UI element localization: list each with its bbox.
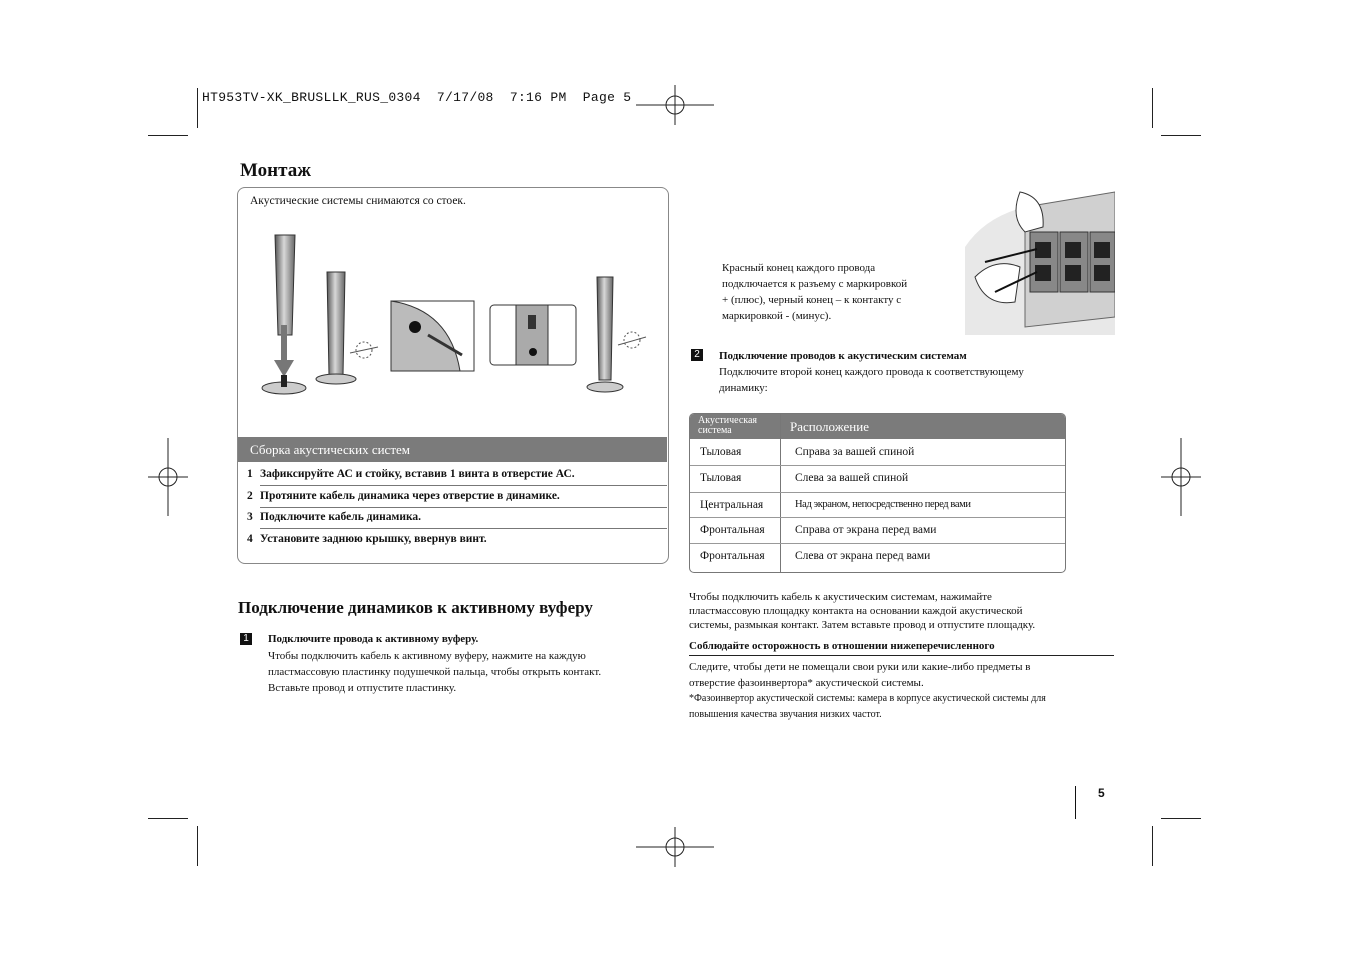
table-header-location: Расположение	[790, 419, 869, 434]
header-line: система	[698, 425, 732, 436]
caution-line: *Фазоинвертор акустической системы: камера в корпусе акустической системы для	[689, 693, 1046, 704]
page-number-bar	[1075, 786, 1076, 819]
cell-location: Слева от экрана перед вами	[795, 550, 931, 562]
cell-location: Справа от экрана перед вами	[795, 524, 937, 536]
step-number: 2	[247, 490, 253, 502]
caution-rule	[689, 655, 1114, 656]
crop-mark	[148, 135, 188, 136]
cell-system: Фронтальная	[700, 524, 765, 536]
terminal-illustration	[965, 187, 1115, 335]
step-text: Подключите кабель динамика.	[260, 511, 422, 523]
table-row	[690, 543, 1065, 569]
subwoofer-step-line: пластмассовую пластинку подушечкой пальца, чтобы открыть контакт.	[268, 666, 602, 678]
cell-system: Тыловая	[700, 472, 742, 484]
wire-note-line: подключается к разъему с маркировкой	[722, 278, 908, 290]
connect-note-line: пластмассовую площадку контакта на основании каждой акустической	[689, 605, 1023, 617]
assembly-step	[247, 468, 575, 480]
table-header	[690, 414, 1065, 439]
assembly-step	[247, 490, 560, 502]
step-divider	[260, 528, 667, 529]
step2-line: динамику:	[719, 382, 768, 394]
registration-mark-right	[1161, 438, 1201, 516]
cell-location: Справа за вашей спиной	[795, 446, 915, 458]
subwoofer-step-line: Чтобы подключить кабель к активному вуферу, нажмите на каждую	[268, 650, 586, 662]
crop-mark	[197, 826, 198, 866]
table-row	[690, 517, 1065, 543]
mounting-title: Монтаж	[240, 160, 311, 181]
cell-system: Фронтальная	[700, 550, 765, 562]
crop-mark	[148, 818, 188, 819]
crop-mark	[1161, 818, 1201, 819]
header-line: Акустическая	[698, 415, 757, 426]
table-header-system	[698, 416, 778, 436]
step-text: Зафиксируйте АС и стойку, вставив 1 винта в отверстие АС.	[260, 468, 575, 480]
registration-mark-top	[636, 85, 714, 125]
step-number: 4	[247, 533, 253, 545]
caution-heading: Соблюдайте осторожность в отношении нижеперечисленного	[689, 640, 995, 652]
registration-mark-bottom	[636, 827, 714, 867]
crop-mark	[1152, 88, 1153, 128]
assembly-header: Сборка акустических систем	[238, 437, 667, 462]
step-text: Установите заднюю крышку, ввернув винт.	[260, 533, 487, 545]
speaker-location-table	[689, 413, 1066, 573]
assembly-step	[247, 511, 421, 523]
step-text: Протяните кабель динамика через отверстие в динамике.	[260, 490, 560, 502]
wire-note-line: + (плюс), черный конец – к контакту с	[722, 294, 902, 306]
caution-line: повышения качества звучания низких частот.	[689, 709, 882, 720]
step2-heading: Подключение проводов к акустическим системам	[719, 350, 967, 362]
connect-note-line: Чтобы подключить кабель к акустическим системам, нажимайте	[689, 591, 992, 603]
cell-system: Тыловая	[700, 446, 742, 458]
cell-system: Центральная	[700, 499, 764, 511]
connect-note-line: системы, размыкая контакт. Затем вставьте провод и отпустите площадку.	[689, 619, 1036, 631]
step-number: 1	[247, 468, 253, 480]
crop-mark	[1152, 826, 1153, 866]
table-row	[690, 492, 1065, 518]
table-row	[690, 440, 1065, 465]
step-divider	[260, 507, 667, 508]
caution-line: отверстие фазоинвертора* акустической системы.	[689, 677, 924, 689]
mounting-caption: Акустические системы снимаются со стоек.	[250, 195, 466, 207]
step-number: 3	[247, 511, 253, 523]
wire-note-line: маркировкой - (минус).	[722, 310, 832, 322]
caution-line: Следите, чтобы дети не помещали свои руки или какие-либо предметы в	[689, 661, 1031, 673]
step-badge: 2	[691, 349, 703, 361]
cell-location: Над экраном, непосредственно перед вами	[795, 499, 971, 510]
print-header: HT953TV-XK_BRUSLLK_RUS_0304 7/17/08 7:16 PM Page 5	[202, 90, 632, 105]
assembly-step	[247, 533, 487, 545]
page-number: 5	[1098, 786, 1105, 800]
subwoofer-step-line: Вставьте провод и отпустите пластинку.	[268, 682, 457, 694]
crop-mark	[1161, 135, 1201, 136]
subwoofer-title: Подключение динамиков к активному вуферу	[238, 598, 593, 617]
registration-mark-left	[148, 438, 188, 516]
speaker-assembly-illustration	[250, 225, 655, 405]
cell-location: Слева за вашей спиной	[795, 472, 909, 484]
step2-line: Подключите второй конец каждого провода к соответствующему	[719, 366, 1024, 378]
crop-mark	[197, 88, 198, 128]
wire-note-line: Красный конец каждого провода	[722, 262, 876, 274]
step-divider	[260, 485, 667, 486]
table-row	[690, 465, 1065, 491]
subwoofer-step-heading: Подключите провода к активному вуферу.	[268, 633, 479, 645]
step-badge: 1	[240, 633, 252, 645]
